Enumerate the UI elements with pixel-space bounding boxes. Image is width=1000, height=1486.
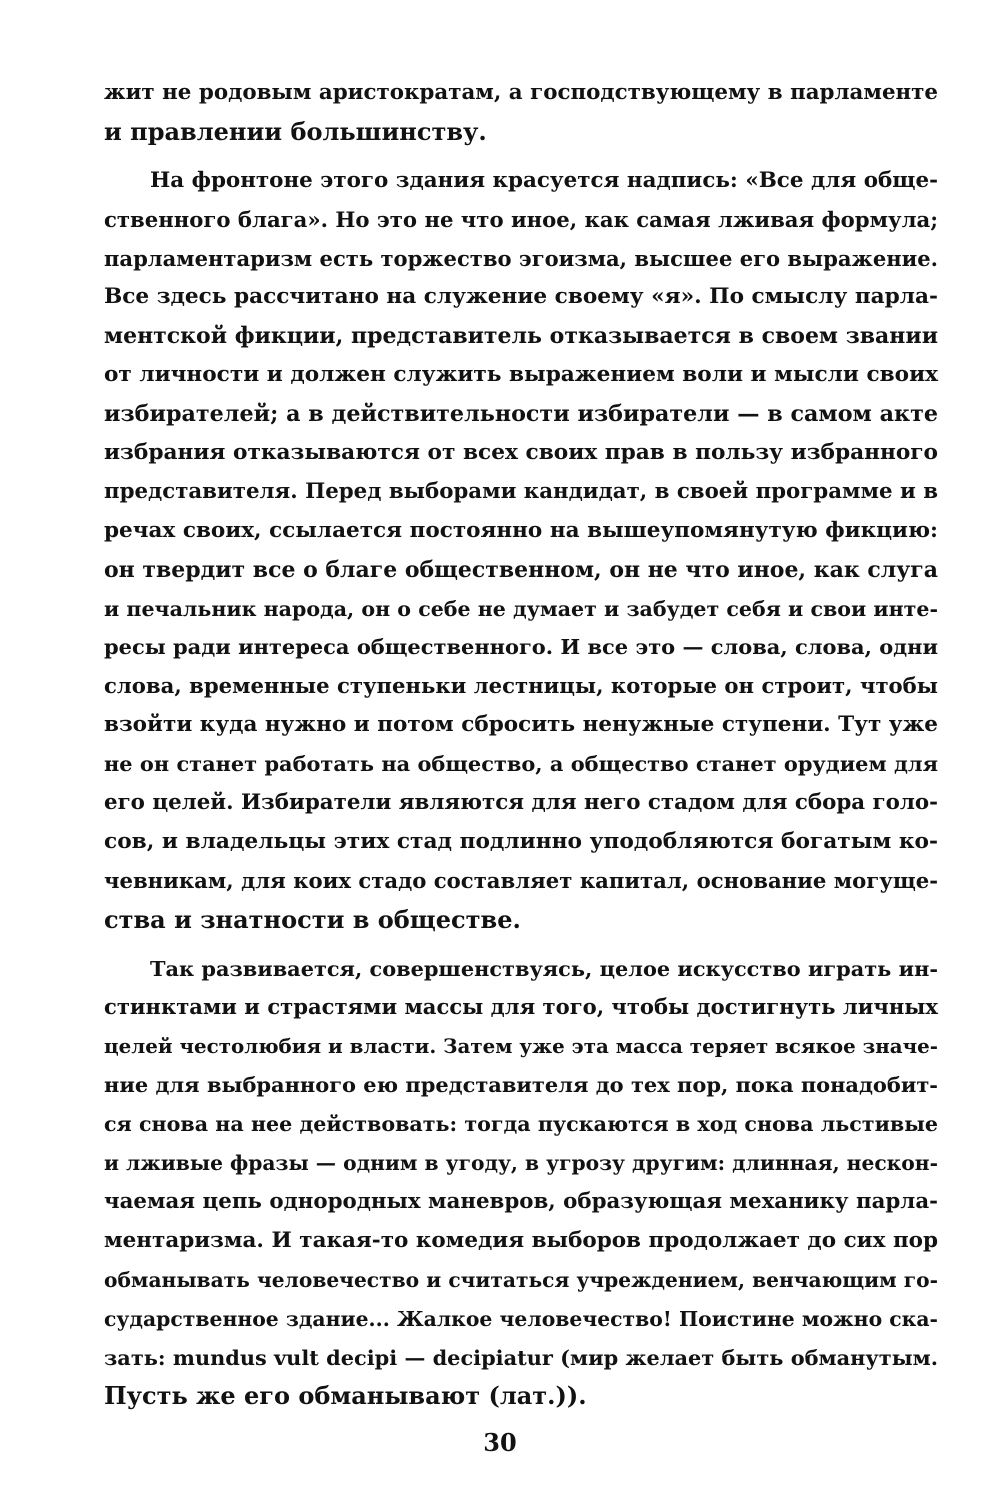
page-number: 30 [483,1428,517,1457]
text-line: Пусть же его обманывают (лат.)). [104,1381,587,1411]
text-line: ства и знатности в обществе. [104,904,521,934]
text-line: ние для выбранного ею представителя до тех пор, пока понадобит- [104,1072,938,1098]
text-line: и лживые фразы — одним в угоду, в угрозу другим: длинная, нескон- [104,1151,938,1176]
text-line: ментской фикции, представитель отказывается в своем звании [104,323,938,350]
text-line: слова, временные ступеньки лестницы, которые он строит, чтобы [104,673,938,699]
text-line: чаемая цепь однородных маневров, образующая механику парла- [104,1188,938,1214]
paragraph [104,950,938,1417]
text-line: он твердит все о благе общественном, он не что иное, как слуга [104,556,938,583]
paragraph [104,162,938,940]
paragraph [104,74,938,152]
paragraph-gap [104,940,938,950]
text-line: ментаризма. И такая-то комедия выборов продолжает до сих пор [104,1227,938,1253]
text-line: его целей. Избиратели являются для него стадом для сбора голо- [104,790,938,816]
text-line: зать: mundus vult decipi — decipiatur (мир желает быть обманутым. [104,1344,938,1370]
text-line: представителя. Перед выборами кандидат, в своей программе и в [104,478,938,504]
text-line: не он станет работать на общество, а общество станет орудием для [104,751,938,777]
text-line: стинктами и страстями массы для того, чтобы достигнуть личных [104,994,938,1020]
text-line: ся снова на нее действовать: тогда пускаются в ход снова льстивые [104,1112,938,1137]
text-line: Все здесь рассчитано на служение своему «я». По смыслу парла- [104,284,938,310]
text-line: обманывать человечество и считаться учреждением, венчающим го- [104,1267,938,1292]
text-line: парламентаризм есть торжество эгоизма, высшее его выражение. [104,245,938,271]
text-line: жит не родовым аристократам, а господствующему в парламенте [104,80,938,105]
text-line: ресы ради интереса общественного. И все это — слова, слова, одни [104,634,938,660]
text-line: и печальник народа, он о себе не думает и забудет себя и свои инте- [104,596,938,621]
text-line: целей честолюбия и власти. Затем уже эта масса теряет всякое значе- [104,1034,938,1059]
text-line: избрания отказываются от всех своих прав в пользу избранного [104,440,938,466]
text-line: чевникам, для коих стадо составляет капитал, основание могуще- [104,867,938,893]
text-line: избирателей; а в действительности избиратели — в самом акте [104,401,938,428]
text-line: ственного блага». Но это не что иное, как самая лживая формула; [104,206,939,232]
text-line: от личности и должен служить выражением воли и мысли своих [104,362,938,388]
text-line: и правлении большинству. [104,116,487,146]
text-line: сударственное здание... Жалкое человечество! Поистине можно ска- [104,1306,938,1331]
body-text [104,74,938,1416]
text-line: речах своих, ссылается постоянно на вышеупомянутую фикцию: [104,517,938,543]
text-line: сов, и владельцы этих стад подлинно уподобляются богатым ко- [104,828,938,854]
text-line: Так развивается, совершенствуясь, целое искусство играть ин- [150,955,938,981]
text-line: На фронтоне этого здания красуется надпись: «Все для обще- [150,167,938,193]
text-line: взойти куда нужно и потом сбросить ненужные ступени. Тут уже [104,712,938,738]
paragraph-gap [104,152,938,162]
